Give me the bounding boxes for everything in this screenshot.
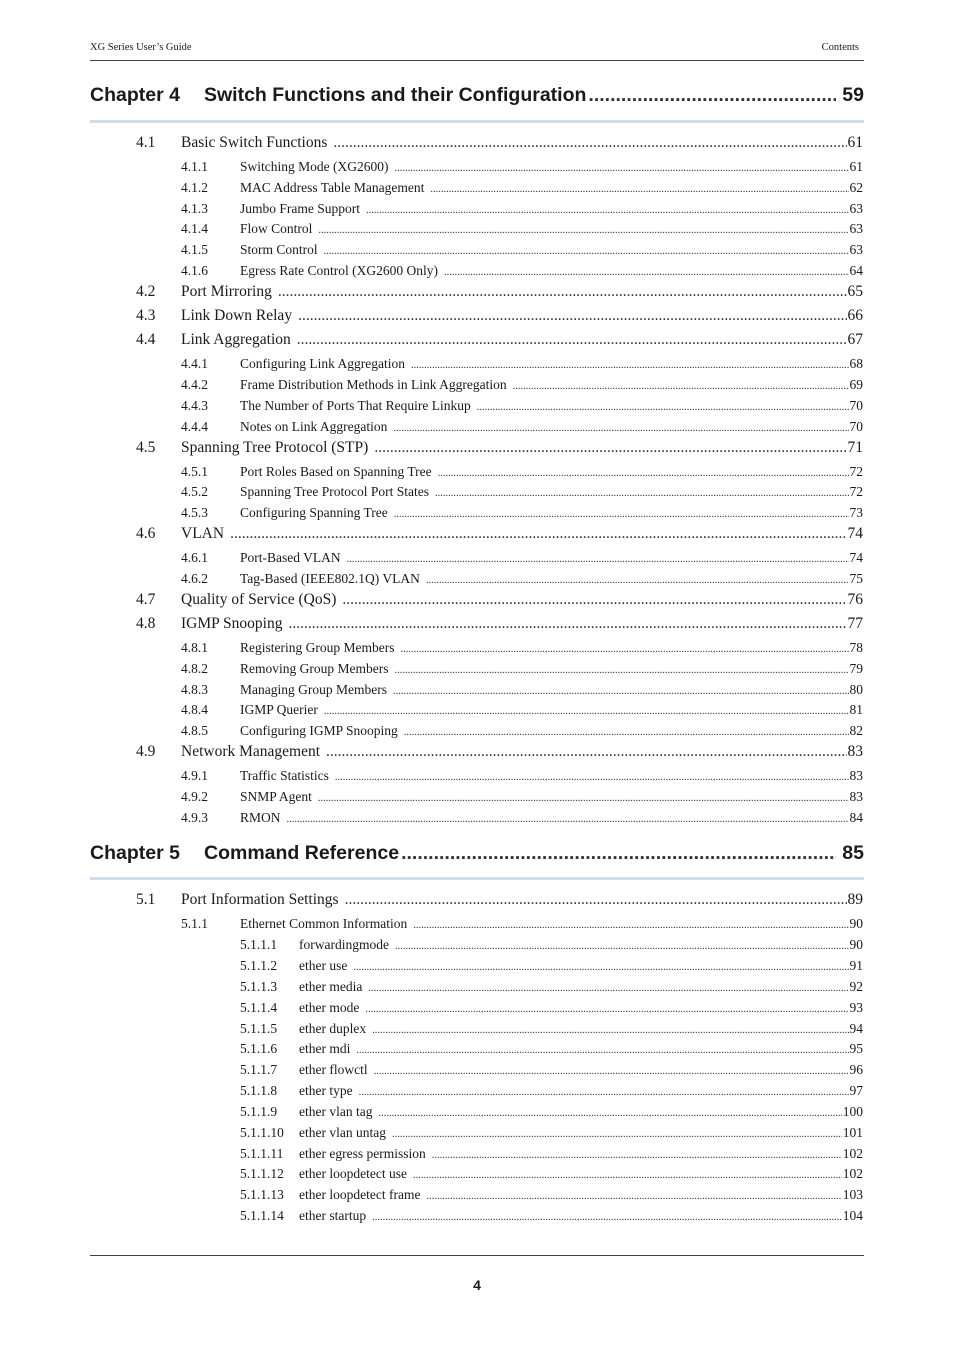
section-number: 4.9.1 <box>181 768 208 783</box>
toc-entry[interactable] <box>240 1187 863 1203</box>
toc-entry[interactable] <box>181 242 863 258</box>
section-title: Storm Control <box>240 242 318 257</box>
dot-leader <box>298 307 846 325</box>
chapter-heading[interactable] <box>90 842 864 865</box>
page-number: 93 <box>849 1000 863 1015</box>
page-number: 65 <box>847 283 863 300</box>
section-title: Port Roles Based on Spanning Tree <box>240 464 432 479</box>
toc-entry[interactable] <box>136 591 863 609</box>
section-number: 4.2 <box>136 283 156 300</box>
section-number: 5.1.1.3 <box>240 979 278 994</box>
chapter-title: Command Reference <box>204 842 400 864</box>
section-title: ether flowctl <box>299 1062 368 1077</box>
section-number: 5.1.1.7 <box>240 1062 278 1077</box>
dot-leader <box>432 1150 842 1161</box>
section-title: Traffic Statistics <box>240 768 329 783</box>
section-number: 5.1.1.9 <box>240 1104 278 1119</box>
toc-entry[interactable] <box>240 937 863 953</box>
toc-entry[interactable] <box>136 331 863 349</box>
toc-entry[interactable] <box>181 464 863 480</box>
page-number: 97 <box>849 1083 863 1098</box>
page-number: 95 <box>849 1041 863 1056</box>
section-number: 4.5.3 <box>181 505 208 520</box>
page-number: 61 <box>847 134 863 151</box>
toc-entry[interactable] <box>240 1146 863 1162</box>
page-number: 72 <box>849 464 863 479</box>
section-title: ether vlan untag <box>299 1125 386 1140</box>
page-number: 104 <box>842 1208 863 1223</box>
dot-leader <box>287 814 849 825</box>
section-number: 5.1.1 <box>181 916 208 931</box>
section-title: Jumbo Frame Support <box>240 201 360 216</box>
dot-leader <box>477 402 849 413</box>
section-title: ether type <box>299 1083 353 1098</box>
section-title: ether vlan tag <box>299 1104 373 1119</box>
section-title: Port Information Settings <box>181 891 339 908</box>
page-number: 69 <box>849 377 863 392</box>
dot-leader <box>342 591 846 609</box>
page-number: 67 <box>847 331 863 348</box>
toc-entry[interactable] <box>181 159 863 175</box>
dot-leader <box>392 1129 842 1140</box>
page-number: 73 <box>849 505 863 520</box>
chapter-rule <box>90 120 864 123</box>
dot-leader <box>326 743 846 761</box>
section-title: Configuring Link Aggregation <box>240 356 405 371</box>
section-title: Quality of Service (QoS) <box>181 591 337 608</box>
page-header <box>90 42 864 61</box>
toc-entry[interactable] <box>181 356 863 372</box>
section-number: 4.6.2 <box>181 571 208 586</box>
page-number: 79 <box>849 661 863 676</box>
toc-entry[interactable] <box>181 571 863 587</box>
toc-entry[interactable] <box>240 1062 863 1078</box>
toc-entry[interactable] <box>240 1083 863 1099</box>
dot-leader <box>288 615 846 633</box>
chapter-number: Chapter 4 <box>90 84 180 106</box>
page-number: 101 <box>842 1125 863 1140</box>
section-number: 4.4.2 <box>181 377 208 392</box>
toc-entry[interactable] <box>181 201 863 217</box>
toc-entry[interactable] <box>181 789 863 805</box>
section-number: 4.8 <box>136 615 156 632</box>
page-number: 61 <box>849 159 863 174</box>
section-number: 4.1.6 <box>181 263 208 278</box>
toc-entry[interactable] <box>240 1104 863 1120</box>
dot-leader <box>366 205 849 216</box>
section-number: 5.1.1.8 <box>240 1083 278 1098</box>
dot-leader <box>368 983 848 994</box>
page-number: 63 <box>849 242 863 257</box>
section-title: Link Down Relay <box>181 307 293 324</box>
section-number: 4.8.3 <box>181 682 208 697</box>
dot-leader <box>324 706 849 717</box>
section-title: Managing Group Members <box>240 682 387 697</box>
section-title: Spanning Tree Protocol Port States <box>240 484 430 499</box>
toc-entry[interactable] <box>181 505 863 521</box>
page-number: 94 <box>849 1021 863 1036</box>
section-number: 4.6 <box>136 525 156 542</box>
section-number: 4.8.4 <box>181 702 208 717</box>
toc-entry[interactable] <box>181 180 863 196</box>
page-number: 66 <box>847 307 863 324</box>
chapter-page: 59 <box>842 84 864 106</box>
section-number: 4.1 <box>136 134 156 151</box>
page-number: 83 <box>847 743 863 760</box>
dot-leader <box>444 267 849 278</box>
section-number: 4.4.3 <box>181 398 208 413</box>
page-number: 102 <box>842 1146 863 1161</box>
page-number: 103 <box>842 1187 863 1202</box>
section-number: 4.5 <box>136 439 156 456</box>
chapter-heading[interactable] <box>90 84 864 107</box>
toc-entry[interactable] <box>181 398 863 414</box>
dot-leader <box>365 1004 848 1015</box>
section-number: 5.1.1.10 <box>240 1125 284 1140</box>
page-number: 71 <box>847 439 863 456</box>
section-title: Port Mirroring <box>181 283 272 300</box>
dot-leader <box>411 360 849 371</box>
section-number: 4.9 <box>136 743 156 760</box>
dot-leader <box>359 1087 849 1098</box>
page-number: 77 <box>847 615 863 632</box>
section-title: ether loopdetect use <box>299 1166 407 1181</box>
section-title: Egress Rate Control (XG2600 Only) <box>240 263 438 278</box>
section-number: 5.1.1.12 <box>240 1166 284 1181</box>
dot-leader <box>426 575 849 586</box>
section-title: Port-Based VLAN <box>240 550 341 565</box>
dot-leader <box>378 1108 841 1119</box>
page-number: 70 <box>849 398 863 413</box>
dot-leader <box>324 246 849 257</box>
section-title: Notes on Link Aggregation <box>240 419 388 434</box>
dot-leader <box>347 554 849 565</box>
section-title: ether loopdetect frame <box>299 1187 421 1202</box>
page-number: 63 <box>849 201 863 216</box>
toc-entry[interactable] <box>181 484 863 500</box>
section-number: 4.8.2 <box>181 661 208 676</box>
dot-leader <box>438 468 849 479</box>
toc-entry[interactable] <box>136 134 863 152</box>
dot-leader <box>395 941 849 952</box>
section-title: Basic Switch Functions <box>181 134 328 151</box>
section-number: 4.5.2 <box>181 484 208 499</box>
page-number: 81 <box>849 702 863 717</box>
dot-leader <box>413 1170 842 1181</box>
section-number: 4.9.2 <box>181 789 208 804</box>
section-number: 5.1.1.2 <box>240 958 278 973</box>
toc-entry[interactable] <box>181 419 863 435</box>
dot-leader <box>413 920 848 931</box>
section-number: 5.1.1.5 <box>240 1021 278 1036</box>
dot-leader <box>335 772 849 783</box>
section-title: Spanning Tree Protocol (STP) <box>181 439 369 456</box>
dot-leader <box>394 665 848 676</box>
section-number: 4.1.5 <box>181 242 208 257</box>
section-number: 4.4.1 <box>181 356 208 371</box>
toc-entry[interactable] <box>240 1208 863 1224</box>
section-title: ether use <box>299 958 348 973</box>
toc-entry[interactable] <box>136 743 863 761</box>
section-number: 4.7 <box>136 591 156 608</box>
section-title: IGMP Querier <box>240 702 318 717</box>
section-number: 4.3 <box>136 307 156 324</box>
toc-entry[interactable] <box>181 377 863 393</box>
toc-entry[interactable] <box>240 1166 863 1182</box>
page-number: 74 <box>849 550 863 565</box>
section-title: ether startup <box>299 1208 367 1223</box>
toc-entry[interactable] <box>136 307 863 325</box>
section-number: 5.1.1.4 <box>240 1000 278 1015</box>
section-number: 5.1.1.13 <box>240 1187 284 1202</box>
toc-entry[interactable] <box>136 283 863 301</box>
page-number: 75 <box>849 571 863 586</box>
toc-entry[interactable] <box>136 439 863 457</box>
dot-leader <box>435 488 848 499</box>
dot-leader <box>393 686 849 697</box>
dot-leader <box>353 962 848 973</box>
toc-entry[interactable] <box>240 1000 863 1016</box>
section-title: Configuring IGMP Snooping <box>240 723 398 738</box>
section-title: Network Management <box>181 743 321 760</box>
dot-leader <box>588 84 836 107</box>
toc-entry[interactable] <box>136 615 863 633</box>
toc-entry[interactable] <box>136 525 863 543</box>
page-number: 76 <box>847 591 863 608</box>
page-number: 90 <box>849 937 863 952</box>
section-title: ether mdi <box>299 1041 351 1056</box>
page-number: 82 <box>849 723 863 738</box>
page-number: 102 <box>842 1166 863 1181</box>
toc-entry[interactable] <box>181 550 863 566</box>
page-number: 74 <box>847 525 863 542</box>
section-title: Removing Group Members <box>240 661 389 676</box>
section-number: 4.5.1 <box>181 464 208 479</box>
dot-leader <box>513 381 849 392</box>
section-number: 4.8.5 <box>181 723 208 738</box>
page-number: 90 <box>849 916 863 931</box>
dot-leader <box>356 1045 848 1056</box>
dot-leader <box>400 644 848 655</box>
header-document-title: XG Series User’s Guide <box>90 42 192 53</box>
section-title: Registering Group Members <box>240 640 395 655</box>
toc-entry[interactable] <box>181 640 863 656</box>
section-title: Tag-Based (IEEE802.1Q) VLAN <box>240 571 420 586</box>
toc-entry[interactable] <box>181 723 863 739</box>
section-title: Flow Control <box>240 221 313 236</box>
section-title: ether media <box>299 979 363 994</box>
section-title: ether mode <box>299 1000 360 1015</box>
dot-leader <box>230 525 846 543</box>
section-title: RMON <box>240 810 281 825</box>
page-number: 84 <box>849 810 863 825</box>
chapter-rule <box>90 877 864 880</box>
footer-rule <box>90 1255 864 1256</box>
page-number: 100 <box>842 1104 863 1119</box>
toc-entry[interactable] <box>181 768 863 784</box>
section-title: MAC Address Table Management <box>240 180 425 195</box>
toc-entry[interactable] <box>240 1041 863 1057</box>
dot-leader <box>333 134 846 152</box>
section-number: 4.9.3 <box>181 810 208 825</box>
toc-entry[interactable] <box>240 958 863 974</box>
section-title: Frame Distribution Methods in Link Aggregation <box>240 377 507 392</box>
dot-leader <box>318 225 848 236</box>
section-title: IGMP Snooping <box>181 615 283 632</box>
section-number: 4.6.1 <box>181 550 208 565</box>
section-title: Ethernet Common Information <box>240 916 408 931</box>
header-section-title: Contents <box>821 42 859 53</box>
dot-leader <box>395 163 849 174</box>
page-number: 89 <box>847 891 863 908</box>
section-number: 4.1.2 <box>181 180 208 195</box>
section-number: 4.1.4 <box>181 221 208 236</box>
section-title: Configuring Spanning Tree <box>240 505 388 520</box>
section-title: Switching Mode (XG2600) <box>240 159 389 174</box>
dot-leader <box>430 184 848 195</box>
dot-leader <box>374 1066 849 1077</box>
dot-leader <box>393 423 848 434</box>
page-number: 78 <box>849 640 863 655</box>
section-title: forwardingmode <box>299 937 389 952</box>
section-number: 5.1.1.1 <box>240 937 278 952</box>
toc-entry[interactable] <box>181 221 863 237</box>
page-number: 80 <box>849 682 863 697</box>
toc-entry[interactable] <box>181 263 863 279</box>
dot-leader <box>426 1191 841 1202</box>
chapter-title: Switch Functions and their Configuration <box>204 84 587 106</box>
page-number: 64 <box>849 263 863 278</box>
section-title: ether duplex <box>299 1021 367 1036</box>
section-title: SNMP Agent <box>240 789 312 804</box>
toc-entry[interactable] <box>240 979 863 995</box>
section-title: VLAN <box>181 525 225 542</box>
footer-page-number: 4 <box>473 1277 481 1293</box>
section-number: 4.4.4 <box>181 419 208 434</box>
toc-entry[interactable] <box>181 810 863 826</box>
page-number: 62 <box>849 180 863 195</box>
dot-leader <box>372 1025 848 1036</box>
page-number: 72 <box>849 484 863 499</box>
toc-entry[interactable] <box>240 1021 863 1037</box>
section-number: 5.1.1.11 <box>240 1146 284 1161</box>
toc-entry[interactable] <box>240 1125 863 1141</box>
section-number: 4.8.1 <box>181 640 208 655</box>
dot-leader <box>297 331 847 349</box>
section-number: 5.1.1.14 <box>240 1208 284 1223</box>
chapter-page: 85 <box>842 842 864 864</box>
section-title: ether egress permission <box>299 1146 426 1161</box>
dot-leader <box>372 1212 842 1223</box>
page-number: 83 <box>849 789 863 804</box>
section-title: Link Aggregation <box>181 331 291 348</box>
page-number: 96 <box>849 1062 863 1077</box>
dot-leader <box>404 727 849 738</box>
toc-entry[interactable] <box>181 661 863 677</box>
page-number: 70 <box>849 419 863 434</box>
page-number: 92 <box>849 979 863 994</box>
section-number: 5.1 <box>136 891 156 908</box>
dot-leader <box>401 842 836 865</box>
chapter-number: Chapter 5 <box>90 842 180 864</box>
toc-entry[interactable] <box>181 916 863 932</box>
dot-leader <box>278 283 847 301</box>
section-number: 4.4 <box>136 331 156 348</box>
dot-leader <box>345 891 847 909</box>
toc-entry[interactable] <box>136 891 863 909</box>
page-number: 68 <box>849 356 863 371</box>
page-number: 83 <box>849 768 863 783</box>
dot-leader <box>374 439 846 457</box>
section-number: 5.1.1.6 <box>240 1041 278 1056</box>
dot-leader <box>394 509 849 520</box>
dot-leader <box>318 793 849 804</box>
section-number: 4.1.1 <box>181 159 208 174</box>
page-number: 91 <box>849 958 863 973</box>
toc-entry[interactable] <box>181 682 863 698</box>
page-number: 63 <box>849 221 863 236</box>
section-number: 4.1.3 <box>181 201 208 216</box>
toc-entry[interactable] <box>181 702 863 718</box>
section-title: The Number of Ports That Require Linkup <box>240 398 471 413</box>
